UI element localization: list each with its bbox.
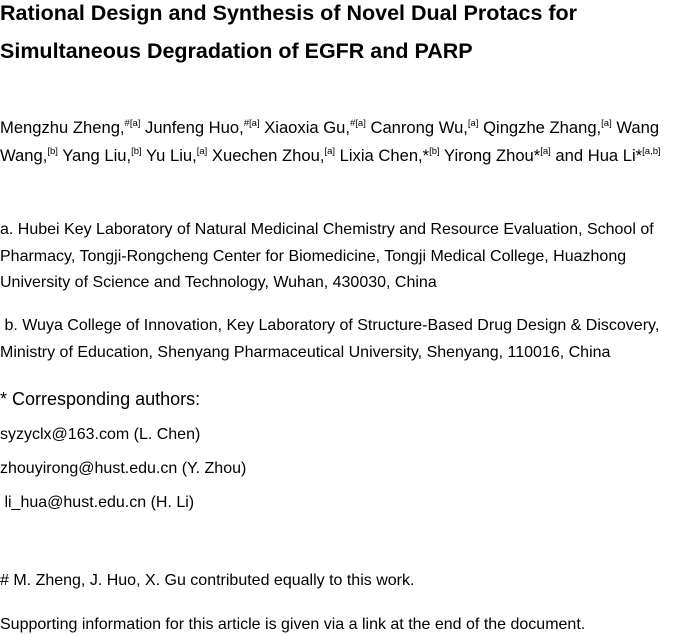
corresponding-email-li: li_hua@hust.edu.cn (H. Li) xyxy=(0,494,195,511)
affiliation-b-line-1: b. Wuya College of Innovation, Key Laboratory of Structure-Based Drug Design & Discovery, xyxy=(0,317,660,334)
author-line-1 xyxy=(0,114,700,142)
author-affiliation-mark: [a] xyxy=(467,118,479,129)
corresponding-authors-heading: * Corresponding authors: xyxy=(0,389,201,409)
article-title-line-1: Rational Design and Synthesis of Novel Dual Protacs for xyxy=(0,1,578,25)
author-affiliation-mark: [a,b] xyxy=(642,146,661,157)
author-list xyxy=(0,114,700,170)
author-affiliation-mark: [a] xyxy=(324,146,336,157)
author-name: Lixia Chen,* xyxy=(335,146,430,165)
author-affiliation-mark: #[a] xyxy=(243,118,260,129)
author-affiliation-mark: [b] xyxy=(131,146,142,157)
author-name: Wang, xyxy=(0,146,48,165)
affiliation-b xyxy=(0,313,700,366)
author-affiliation-mark: #[a] xyxy=(349,118,366,129)
author-affiliation-mark: #[a] xyxy=(124,118,141,129)
corresponding-email-zhou: zhouyirong@hust.edu.cn (Y. Zhou) xyxy=(0,460,247,477)
equal-contribution-note: # M. Zheng, J. Huo, X. Gu contributed equally to this work. xyxy=(0,572,415,589)
author-affiliation-mark: [b] xyxy=(429,146,440,157)
affiliation-a-line-2: Pharmacy, Tongji-Rongcheng Center for Biomedicine, Tongji Medical College, Huazhong xyxy=(0,247,627,265)
author-line-2 xyxy=(0,142,700,170)
author-name: Yirong Zhou* xyxy=(439,146,541,165)
author-name: Canrong Wu, xyxy=(365,118,468,137)
author-name: Mengzhu Zheng, xyxy=(0,118,125,137)
author-name: Junfeng Huo, xyxy=(140,118,244,137)
author-name: Wang xyxy=(611,118,660,137)
author-affiliation-mark: [a] xyxy=(196,146,208,157)
author-affiliation-mark: [b] xyxy=(47,146,58,157)
affiliation-a xyxy=(0,217,700,297)
affiliation-a-line-3: University of Science and Technology, Wuhan, 430030, China xyxy=(0,274,437,291)
author-name: and Hua Li* xyxy=(550,146,643,165)
author-name: Xiaoxia Gu, xyxy=(259,118,350,137)
author-name: Yu Liu, xyxy=(141,146,197,165)
affiliation-b-line-2: Ministry of Education, Shenyang Pharmaceutical University, Shenyang, 110016, China xyxy=(0,343,611,361)
author-name: Qingzhe Zhang, xyxy=(478,118,602,137)
author-name: Xuechen Zhou, xyxy=(207,146,325,165)
author-name: Yang Liu, xyxy=(57,146,132,165)
article-title xyxy=(0,0,577,70)
article-title-line-2: Simultaneous Degradation of EGFR and PARP xyxy=(0,39,473,63)
author-affiliation-mark: [a] xyxy=(601,118,612,129)
affiliation-a-line-1: a. Hubei Key Laboratory of Natural Medicinal Chemistry and Resource Evaluation, School of xyxy=(0,221,654,238)
supporting-information-note: Supporting information for this article is given via a link at the end of the document. xyxy=(0,616,586,633)
corresponding-email-chen: syzyclx@163.com (L. Chen) xyxy=(0,426,201,443)
author-affiliation-mark: [a] xyxy=(540,146,551,157)
